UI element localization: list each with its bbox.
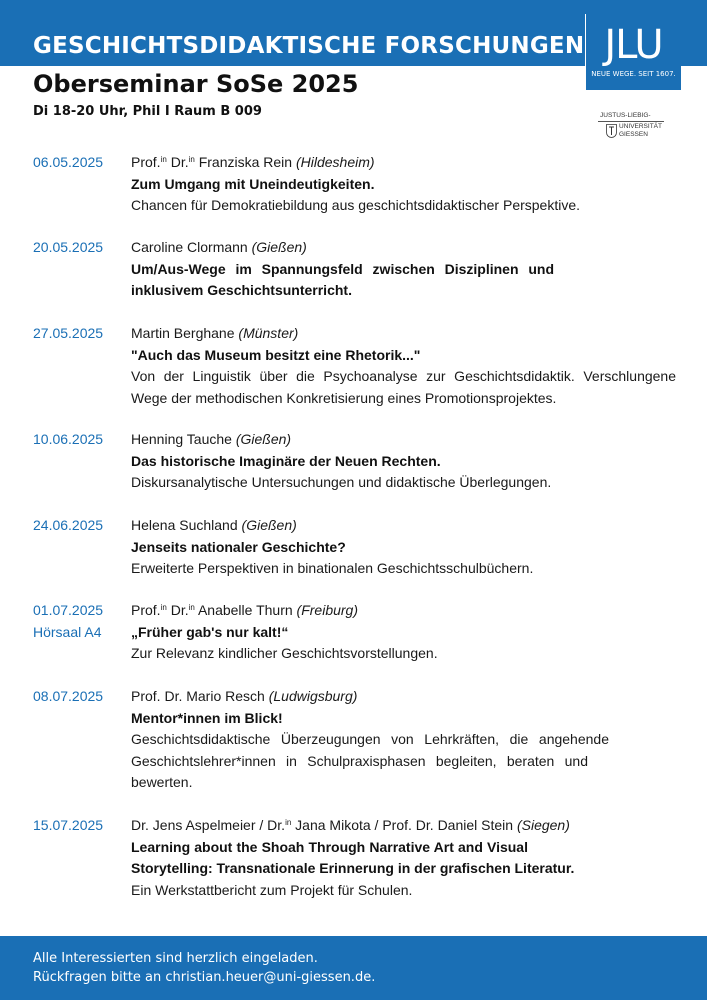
session-date: 20.05.2025: [33, 239, 104, 255]
session-details: [131, 600, 676, 665]
session-date: 15.07.2025: [33, 817, 104, 833]
session-details: [131, 515, 676, 580]
university-logo-line3: GIESSEN: [619, 131, 648, 138]
session-title: „Früher gab's nur kalt!“: [131, 623, 289, 640]
session-title: Jenseits nationaler Geschichte?: [131, 538, 346, 555]
session-title: Mentor*innen im Blick!: [131, 709, 283, 726]
session-date: 08.07.2025: [33, 688, 104, 704]
session-speaker: Prof.$^{in}$ Dr.$^{in}$ Anabelle Thurn (Freiburg): [131, 602, 359, 618]
session-date: 24.06.2025: [33, 517, 104, 533]
session-title: Storytelling: Transnationale Erinnerung in der grafischen Literatur.: [131, 860, 575, 876]
seminar-time-place: Di 18-20 Uhr, Phil I Raum B 009: [33, 104, 262, 119]
session-title: inklusivem Geschichtsunterricht.: [131, 282, 352, 298]
session-subtitle: Von der Linguistik über die Psychoanalyse zur Geschichtsdidaktik. Verschlungene: [131, 368, 676, 384]
session-speaker: Caroline Clormann (Gießen): [131, 239, 307, 255]
university-logo: [598, 112, 668, 144]
session-subtitle: Ein Werkstattbericht zum Projekt für Schulen.: [131, 881, 413, 898]
session-subtitle: Geschichtslehrer*innen in Schulpraxisphasen begleiten, beraten und: [131, 752, 588, 769]
footer-invitation: Alle Interessierten sind herzlich eingeladen.: [33, 951, 318, 966]
session-title: Das historische Imaginäre der Neuen Rechten.: [131, 452, 441, 469]
session-subtitle: Diskursanalytische Untersuchungen und didaktische Überlegungen.: [131, 474, 552, 490]
session-speaker: Martin Berghane (Münster): [131, 325, 299, 341]
session-date: 01.07.2025: [33, 602, 104, 618]
session-date: 10.06.2025: [33, 431, 104, 447]
session-title: "Auch das Museum besitzt eine Rhetorik...": [131, 346, 421, 363]
session-subtitle: Zur Relevanz kindlicher Geschichtsvorstellungen.: [131, 645, 438, 661]
university-logo-line1: JUSTUS-LIEBIG-: [600, 112, 651, 119]
session-details: [131, 152, 676, 217]
session-subtitle: Geschichtsdidaktische Überzeugungen von Lehrkräften, die angehende: [131, 731, 609, 747]
session-subtitle: bewerten.: [131, 774, 193, 790]
session-subtitle: Chancen für Demokratiebildung aus geschichtsdidaktischer Perspektive.: [131, 197, 581, 213]
series-title: GESCHICHTSDIDAKTISCHE FORSCHUNGEN: [33, 33, 585, 59]
university-logo-line2: UNIVERSITÄT: [619, 123, 662, 130]
footer-contact: Rückfragen bitte an christian.heuer@uni-giessen.de.: [33, 970, 376, 985]
session-subtitle: Wege der methodischen Konkretisierung eines Promotionsprojektes.: [131, 389, 557, 406]
session-details: [131, 237, 676, 302]
session-speaker: Prof.$^{in}$ Dr.$^{in}$ Franziska Rein (Hildesheim): [131, 154, 375, 170]
session-affiliation: (Siegen): [516, 817, 570, 833]
session-affiliation: (Münster): [238, 325, 299, 341]
session-speaker: Prof. Dr. Mario Resch (Ludwigsburg): [131, 688, 358, 704]
session-title: Learning about the Shoah Through Narrative Art and Visual: [131, 838, 528, 855]
session-speaker: Dr. Jens Aspelmeier / Dr.$^{in}$ Jana Mikota / Prof. Dr. Daniel Stein (Siegen): [131, 817, 570, 833]
university-seal-icon: [606, 124, 617, 138]
session-title: Um/Aus-Wege im Spannungsfeld zwischen Disziplinen und: [131, 260, 554, 277]
footer-bar: [0, 936, 707, 1000]
session-affiliation: (Hildesheim): [295, 154, 375, 170]
session-title: Zum Umgang mit Uneindeutigkeiten.: [131, 175, 375, 192]
session-details: [131, 686, 676, 794]
session-affiliation: (Ludwigsburg): [268, 688, 358, 704]
session-affiliation: (Gießen): [251, 239, 307, 255]
session-speaker: Henning Tauche (Gießen): [131, 431, 292, 447]
session-room: Hörsaal A4: [33, 623, 102, 640]
university-logo-rule: [598, 121, 664, 122]
session-subtitle: Erweiterte Perspektiven in binationalen Geschichtsschulbüchern.: [131, 560, 534, 576]
session-details: [131, 815, 676, 901]
session-details: [131, 429, 676, 494]
session-details: [131, 323, 676, 409]
jlu-logo: [585, 14, 681, 90]
session-speaker: Helena Suchland (Gießen): [131, 517, 297, 533]
session-date: 06.05.2025: [33, 154, 104, 170]
jlu-logo-motto: NEUE WEGE. SEIT 1607.: [591, 70, 676, 78]
session-affiliation: (Freiburg): [296, 602, 359, 618]
session-affiliation: (Gießen): [235, 431, 292, 447]
jlu-logo-letters: JLU: [604, 22, 663, 68]
session-affiliation: (Gießen): [241, 517, 297, 533]
session-date: 27.05.2025: [33, 325, 104, 341]
seminar-title: Oberseminar SoSe 2025: [33, 70, 359, 98]
